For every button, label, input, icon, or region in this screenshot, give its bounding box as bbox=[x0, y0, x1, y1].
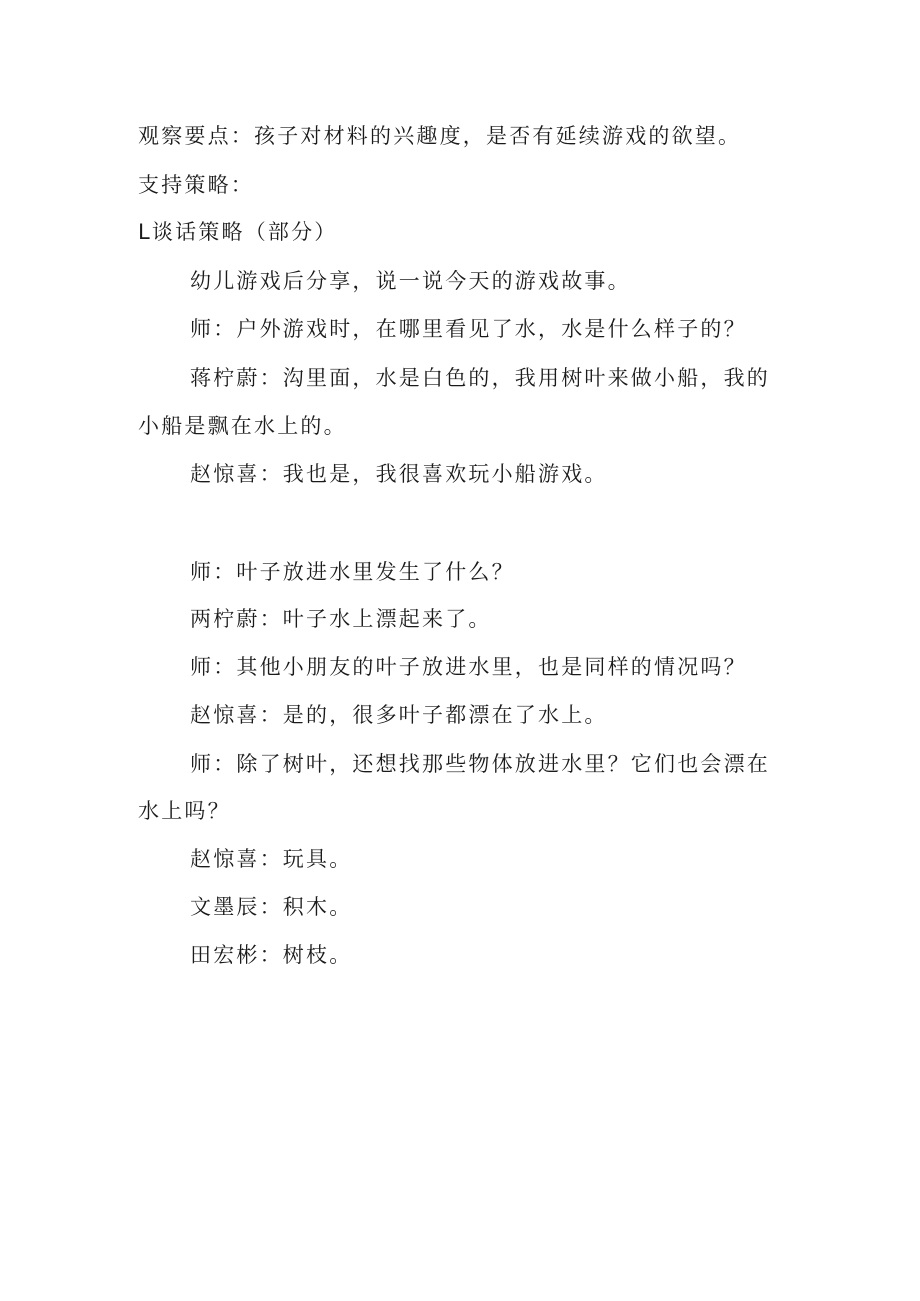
dialogue-line: 师：其他小朋友的叶子放进水里，也是同样的情况吗？ bbox=[190, 655, 747, 679]
dialogue-line-continuation: 小船是飘在水上的。 bbox=[138, 414, 347, 438]
dialogue-line: 两柠蔚：叶子水上漂起来了。 bbox=[190, 607, 492, 631]
dialogue-line-continuation: 水上吗？ bbox=[138, 799, 231, 823]
dialogue-line: 师：叶子放进水里发生了什么？ bbox=[190, 560, 515, 584]
dialogue-line: 田宏彬：树枝。 bbox=[190, 943, 353, 967]
support-strategy-heading: 支持策略： bbox=[138, 173, 254, 197]
dialogue-line: 赵惊喜：是的，很多叶子都漂在了水上。 bbox=[190, 703, 608, 727]
dialogue-line: 赵惊喜：玩具。 bbox=[190, 847, 353, 871]
observation-points-line: 观察要点：孩子对材料的兴趣度，是否有延续游戏的欲望。 bbox=[138, 124, 742, 148]
dialogue-line: 赵惊喜：我也是，我很喜欢玩小船游戏。 bbox=[190, 462, 608, 486]
dialogue-line: 师：除了树叶，还想找那些物体放进水里？它们也会漂在 bbox=[190, 752, 770, 776]
paragraph-intro: 幼儿游戏后分享，说一说今天的游戏故事。 bbox=[190, 269, 631, 293]
dialogue-line: 文墨辰：积木。 bbox=[190, 895, 353, 919]
dialogue-line: 蒋柠蔚：沟里面，水是白色的，我用树叶来做小船，我的 bbox=[190, 366, 770, 390]
talk-strategy-heading: L谈话策略（部分） bbox=[138, 220, 338, 244]
dialogue-line: 师：户外游戏时，在哪里看见了水，水是什么样子的？ bbox=[190, 317, 747, 341]
